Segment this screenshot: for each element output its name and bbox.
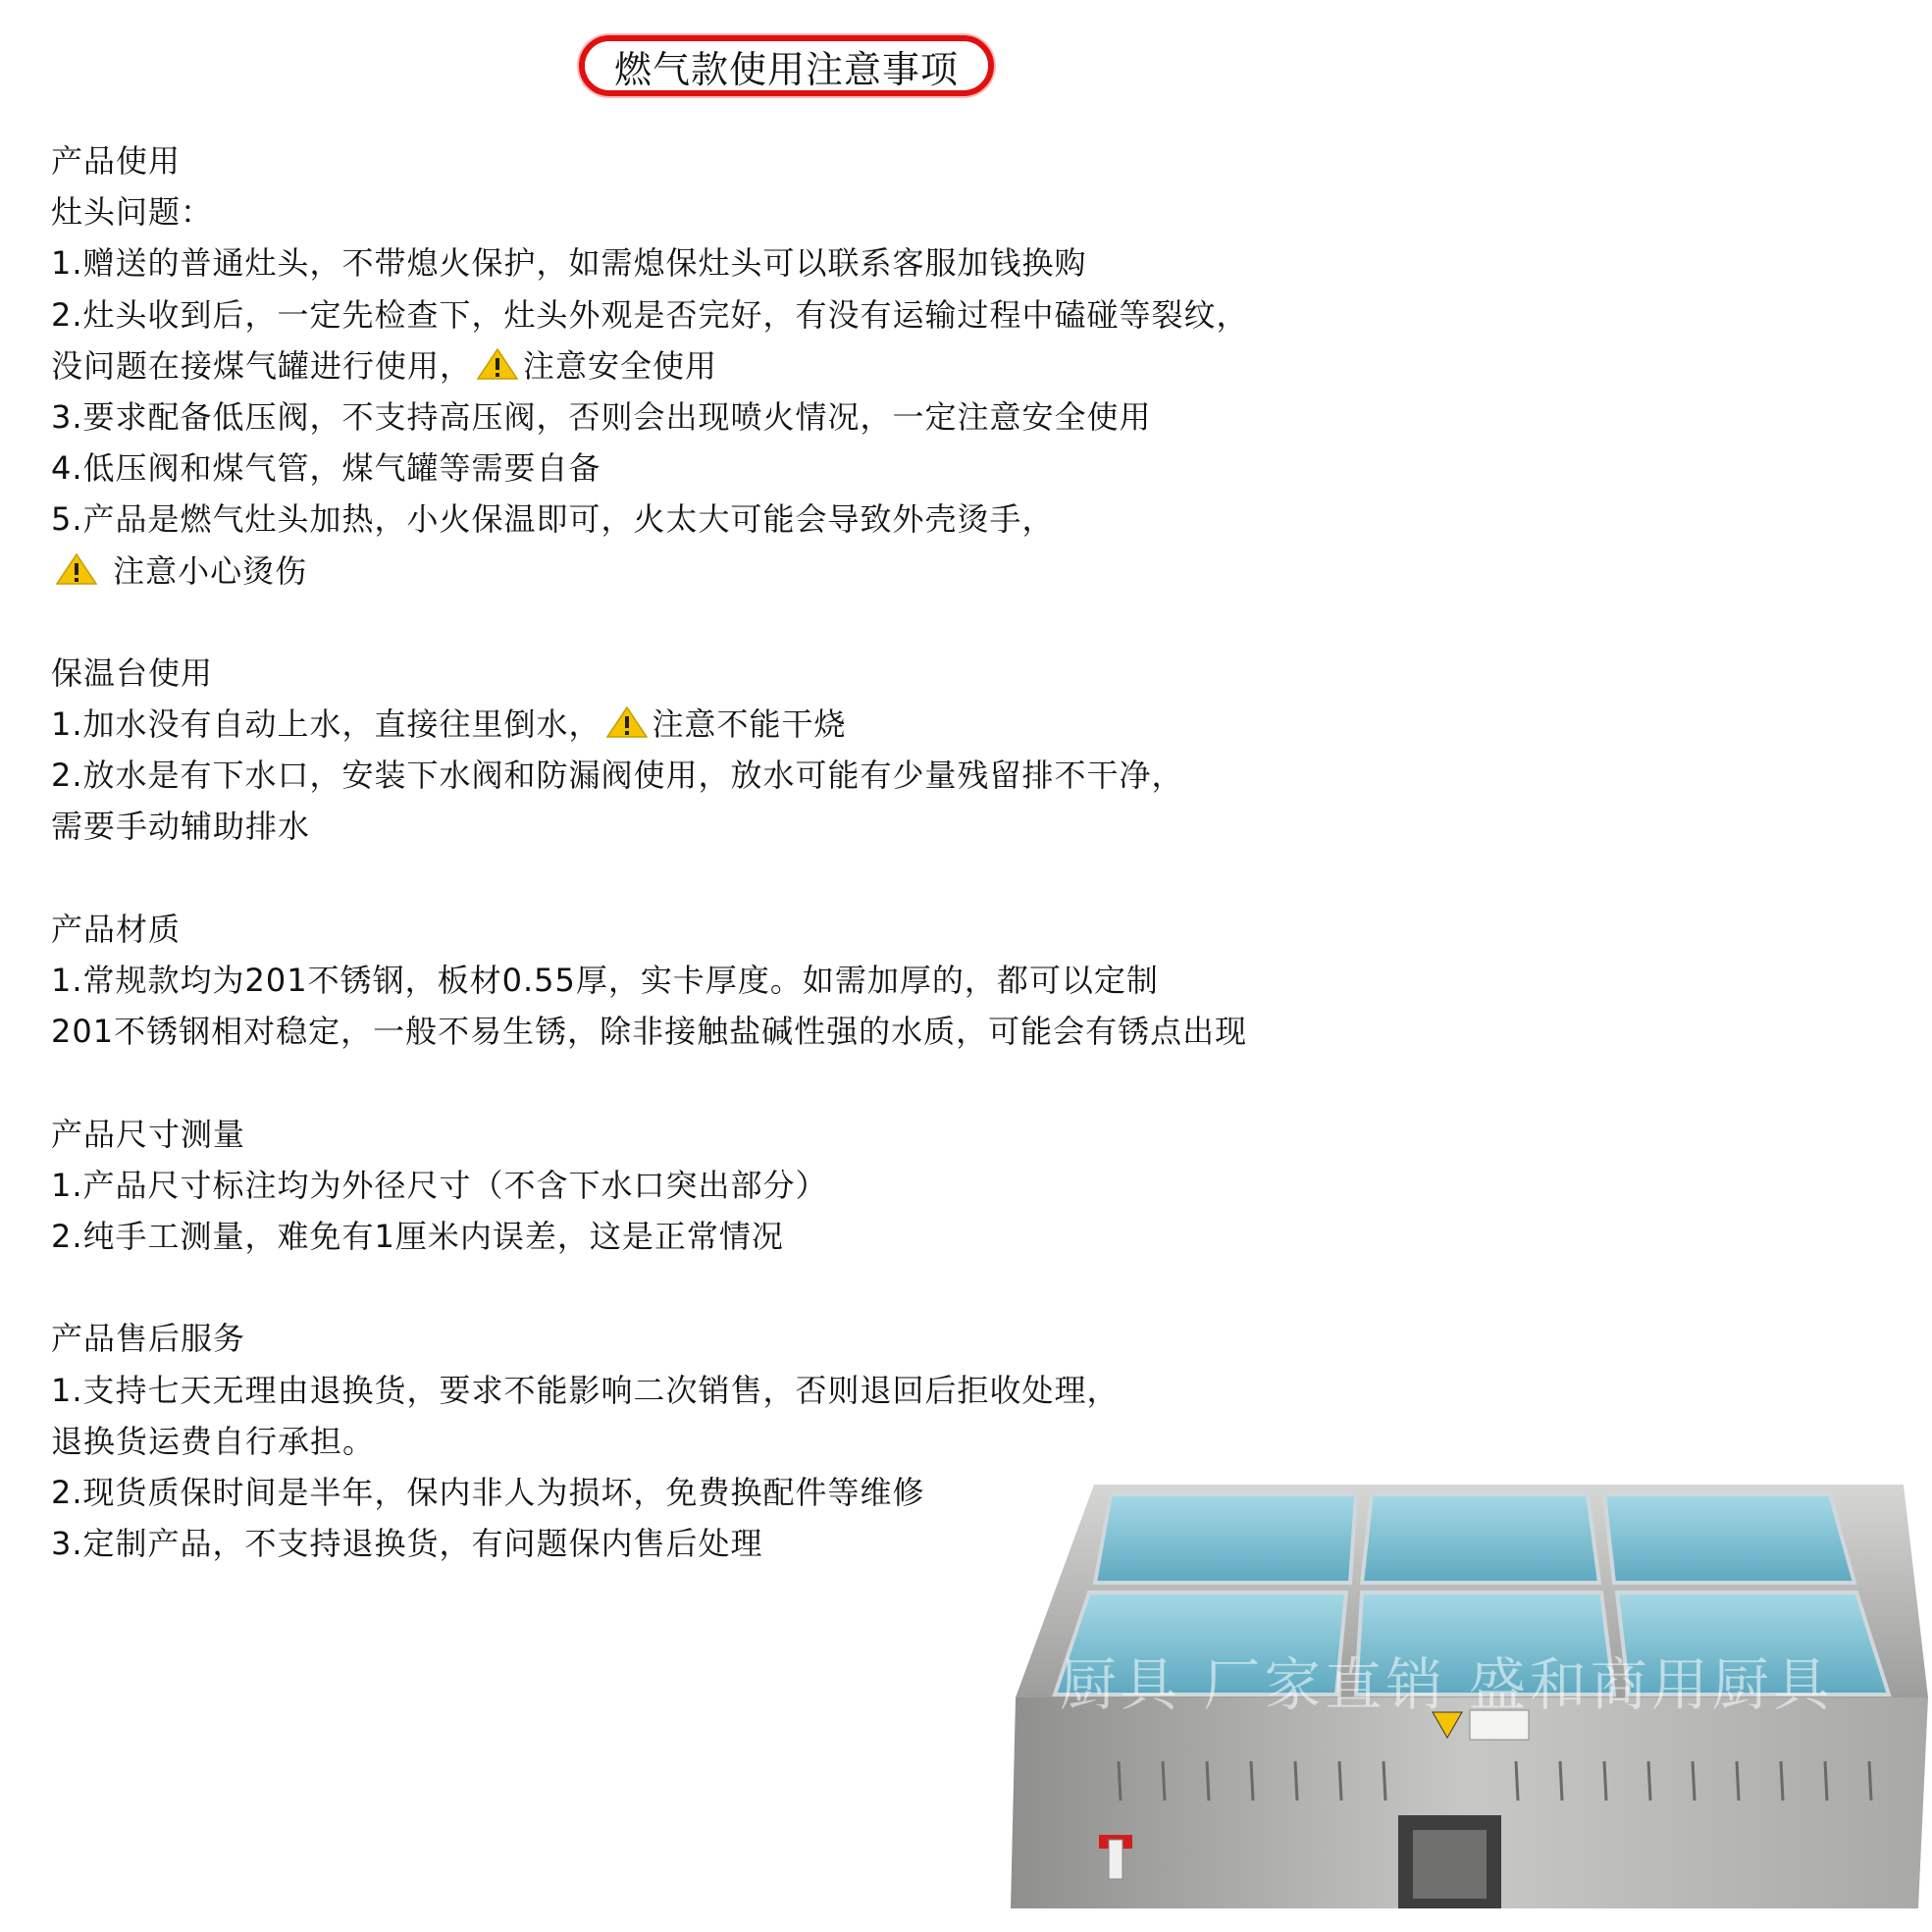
line-text: 3.要求配备低压阀，不支持高压阀，否则会出现喷火情况，一定注意安全使用 [51, 397, 1152, 436]
line-text: 1.常规款均为201不锈钢，板材0.55厚，实卡厚度。如需加厚的，都可以定制 [51, 962, 1159, 999]
section-heading: 产品尺寸测量 [51, 1115, 246, 1153]
section-heading: 保温台使用 [51, 653, 214, 692]
line-text: 2.灶头收到后，一定先检查下，灶头外观是否完好，有没有运输过程中磕碰等裂纹， [51, 295, 1249, 334]
line-text: 需要手动辅助排水 [51, 808, 311, 846]
notice-line [51, 546, 1641, 597]
section-gap [51, 853, 1641, 904]
notice-line [51, 289, 1641, 340]
notice-line [51, 1365, 1641, 1416]
line-text-after-icon: 注意安全使用 [523, 346, 718, 385]
notice-line [51, 1006, 1641, 1057]
section-heading: 产品使用 [51, 142, 182, 180]
line-text: 1.支持七天无理由退换货，要求不能影响二次销售，否则退回后拒收处理， [51, 1371, 1120, 1409]
notice-line [51, 392, 1641, 443]
notice-body [51, 135, 1641, 1569]
notice-line [51, 801, 1641, 852]
line-text: 没问题在接煤气罐进行使用， [51, 346, 473, 385]
section-heading: 产品材质 [51, 910, 182, 948]
section-heading: 产品售后服务 [51, 1320, 246, 1358]
notice-line [51, 340, 1641, 392]
line-text: 4.低压阀和煤气管，煤气罐等需要自备 [51, 449, 601, 488]
notice-line [51, 186, 1641, 237]
notice-line [51, 237, 1641, 288]
section-gap [51, 1057, 1641, 1108]
notice-line [51, 699, 1641, 750]
watermark-text: 厨具 厂家直销 盛和商用厨具 [1060, 1651, 1834, 1718]
line-text: 1.赠送的普通灶头，不带熄火保护，如需熄保灶头可以联系客服加钱换购 [51, 244, 1087, 283]
notice-line [51, 443, 1641, 494]
page-title: 燃气款使用注意事项 [579, 35, 994, 96]
notice-line [51, 1160, 1641, 1211]
notice-line [51, 494, 1641, 545]
line-text: 2.放水是有下水口，安装下水阀和防漏阀使用，放水可能有少量残留排不干净， [51, 757, 1184, 795]
line-text: 1.产品尺寸标注均为外径尺寸（不含下水口突出部分） [51, 1166, 828, 1204]
line-text-after-icon: 注意不能干烧 [652, 705, 847, 744]
warning-icon [476, 344, 519, 378]
notice-line [51, 955, 1641, 1006]
line-text: 201不锈钢相对稳定，一般不易生锈，除非接触盐碱性强的水质，可能会有锈点出现 [51, 1013, 1248, 1051]
line-text-after-icon: 注意小心烫伤 [102, 551, 308, 590]
section-gap [51, 597, 1641, 648]
warning-icon [605, 703, 649, 736]
section-gap [51, 1262, 1641, 1313]
line-text: 5.产品是燃气灶头加热，小火保温即可，火太大可能会导致外壳烫手， [51, 500, 1055, 539]
line-text: 2.现货质保时间是半年，保内非人为损坏，免费换配件等维修 [51, 1473, 925, 1511]
line-text: 退换货运费自行承担。 [51, 1422, 376, 1460]
line-text: 1.加水没有自动上水，直接往里倒水， [51, 705, 601, 744]
notice-line [51, 1416, 1641, 1467]
line-text: 2.纯手工测量，难免有1厘米内误差，这是正常情况 [51, 1217, 784, 1255]
line-text: 灶头问题： [51, 193, 214, 232]
warning-icon [55, 549, 98, 583]
notice-line [51, 750, 1641, 801]
notice-line [51, 1211, 1641, 1262]
line-text: 3.定制产品，不支持退换货，有问题保内售后处理 [51, 1525, 763, 1563]
